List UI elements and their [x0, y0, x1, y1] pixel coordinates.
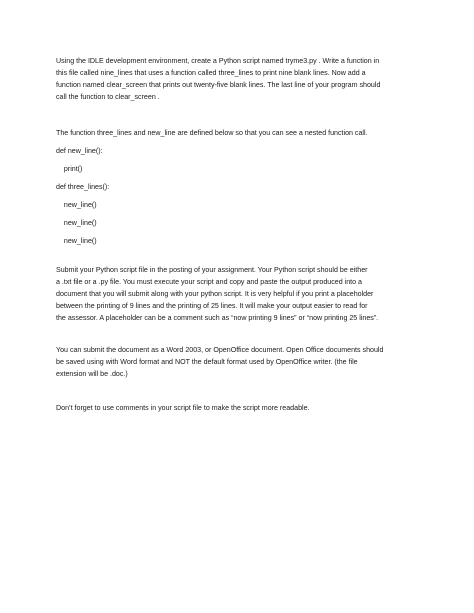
text-line: call the function to clear_screen .: [56, 93, 160, 101]
code-line: def three_lines():: [56, 183, 110, 191]
text-line: be saved using with Word format and NOT the default format used by OpenOffice writer. (the file: [56, 358, 358, 366]
text-line: the assessor. A placeholder can be a comment such as “now printing 9 lines” or “now printing 25 lines”.: [56, 314, 379, 322]
text-line: extension will be .doc.): [56, 370, 128, 378]
assignment-instructions-paragraph: [56, 55, 380, 103]
text-line: document that you will submit along with your python script. It is very helpful if you print a placeholder: [56, 290, 374, 298]
text-line: You can submit the document as a Word 2003, or OpenOffice document. Open Office documents should: [56, 346, 384, 354]
text-line: Submit your Python script file in the posting of your assignment. Your Python script should be either: [56, 266, 368, 274]
text-line: Don’t forget to use comments in your script file to make the script more readable.: [56, 404, 310, 412]
code-line: new_line(): [56, 201, 97, 209]
text-line: The function three_lines and new_line are defined below so that you can see a nested function call.: [56, 129, 368, 137]
code-line: new_line(): [56, 237, 97, 245]
text-line: between the printing of 9 lines and the printing of 25 lines. It will make your output easier to read for: [56, 302, 368, 310]
code-line: def new_line():: [56, 147, 103, 155]
comments-reminder-paragraph: [56, 402, 310, 414]
code-line: print(): [56, 165, 83, 173]
document-format-paragraph: [56, 344, 383, 380]
code-line: new_line(): [56, 219, 97, 227]
text-line: Using the IDLE development environment, create a Python script named tryme3.py . Write a function in: [56, 57, 380, 65]
text-line: a .txt file or a .py file. You must execute your script and copy and paste the output produced into a: [56, 278, 363, 286]
nested-function-intro-paragraph: [56, 127, 368, 139]
text-line: this file called nine_lines that uses a function called three_lines to print nine blank lines. Now add a: [56, 69, 366, 77]
submission-instructions-paragraph: [56, 264, 378, 324]
text-line: function named clear_screen that prints out twenty-five blank lines. The last line of your program should: [56, 81, 381, 89]
